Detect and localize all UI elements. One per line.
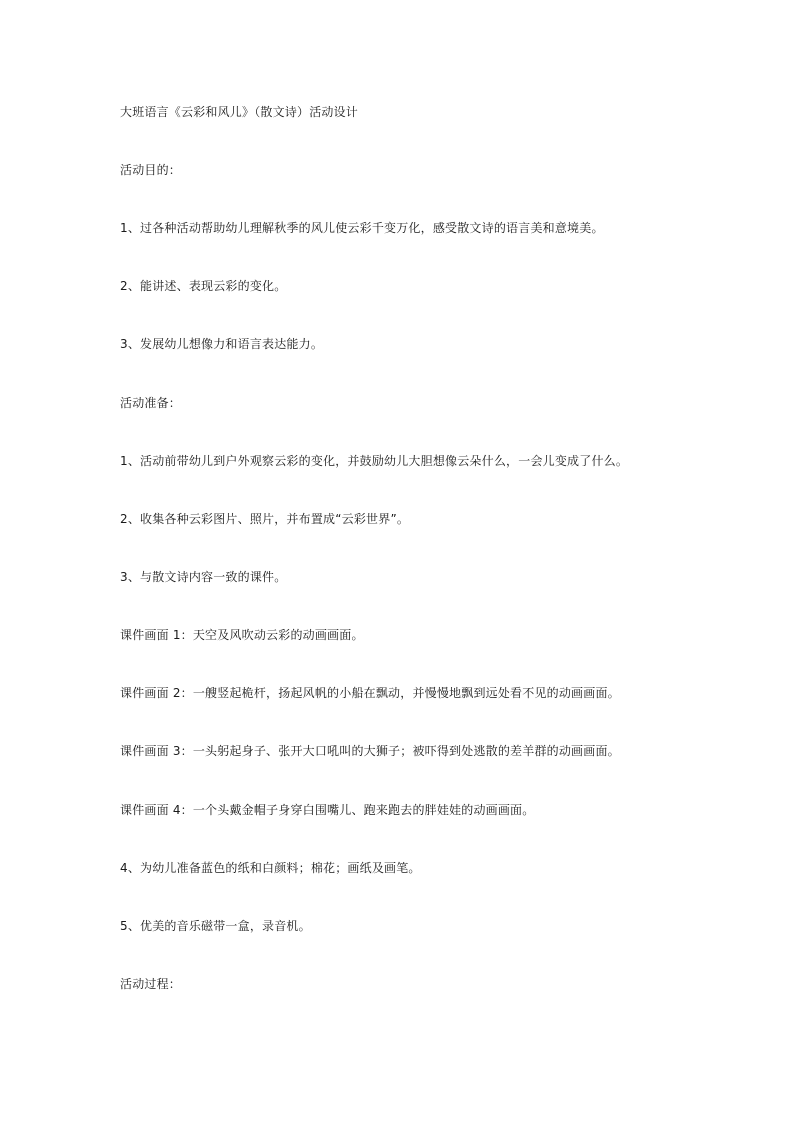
prep-item: 1、活动前带幼儿到户外观察云彩的变化，并鼓励幼儿大胆想像云朵什么，一会儿变成了什么。 bbox=[120, 454, 629, 468]
process-heading: 活动过程： bbox=[120, 977, 182, 991]
courseware-frame-2: 课件画面 2：一艘竖起桅杆，扬起风帆的小船在飘动，并慢慢地飘到远处看不见的动画画面。 bbox=[120, 686, 620, 700]
prep-item: 5、优美的音乐磁带一盒，录音机。 bbox=[120, 919, 311, 933]
courseware-frame-3: 课件画面 3：一头躬起身子、张开大口吼叫的大狮子；被吓得到处逃散的差羊群的动画画面。 bbox=[120, 744, 620, 758]
prep-heading: 活动准备： bbox=[120, 396, 182, 410]
goal-item: 2、能讲述、表现云彩的变化。 bbox=[120, 279, 287, 293]
courseware-frame-4: 课件画面 4：一个头戴金帽子身穿白围嘴儿、跑来跑去的胖娃娃的动画画面。 bbox=[120, 803, 535, 817]
document-title: 大班语言《云彩和风儿》（散文诗）活动设计 bbox=[120, 105, 359, 119]
courseware-frame-1: 课件画面 1：天空及风吹动云彩的动画画面。 bbox=[120, 628, 364, 642]
goal-item: 3、发展幼儿想像力和语言表达能力。 bbox=[120, 337, 324, 351]
prep-item: 4、为幼儿准备蓝色的纸和白颜料；棉花；画纸及画笔。 bbox=[120, 861, 421, 875]
prep-item: 2、收集各种云彩图片、照片，并布置成“云彩世界”。 bbox=[120, 512, 410, 526]
goal-item: 1、过各种活动帮助幼儿理解秋季的风儿使云彩千变万化，感受散文诗的语言美和意境美。 bbox=[120, 221, 604, 235]
prep-item: 3、与散文诗内容一致的课件。 bbox=[120, 570, 287, 584]
goals-heading: 活动目的： bbox=[120, 163, 182, 177]
